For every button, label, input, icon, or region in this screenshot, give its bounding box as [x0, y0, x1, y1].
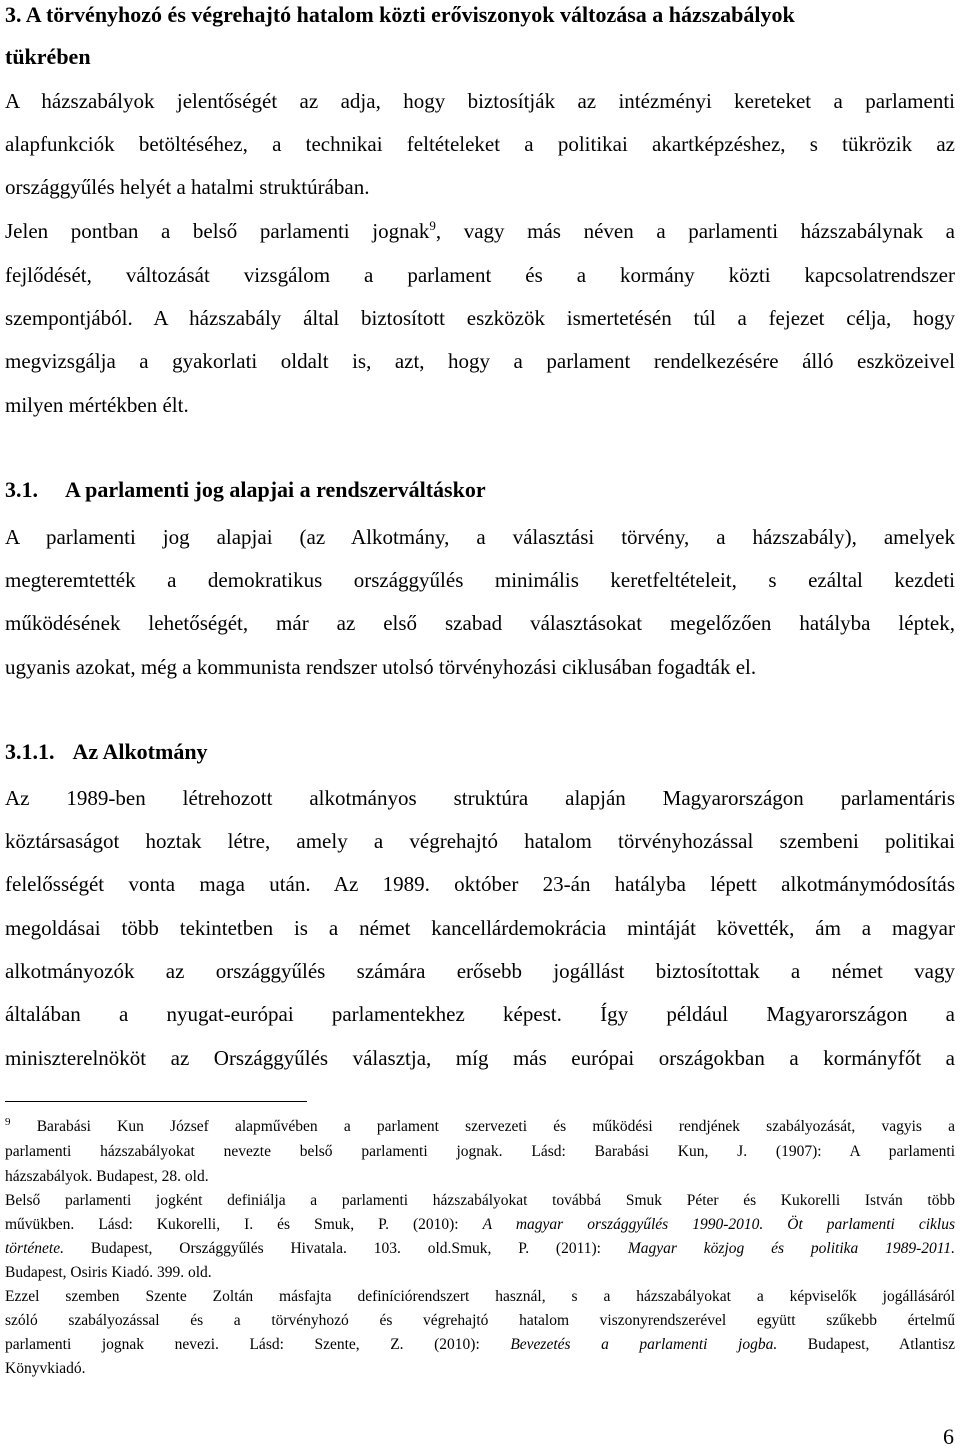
footnote-divider: [5, 1101, 307, 1102]
chapter-heading-cont: tükrében: [5, 44, 91, 69]
paragraph-line: alapfunkciók betöltéséhez, a technikai feltételeket a politikai akartképzéshez, s tükrözik az: [5, 132, 955, 156]
paragraph-line: általában a nyugat-európai parlamentekhez képest. Így például Magyarországon a: [5, 1002, 955, 1026]
footnote-line: parlamenti házszabályokat nevezte belső parlamenti jognak. Lásd: Barabási Kun, J. (1907): A parlamenti: [5, 1143, 955, 1160]
footnote-line: $^9$ Barabási Kun József alapművében a parlament szervezeti és működési rendjének szabályozását, vagyis a: [5, 1115, 956, 1135]
section-heading-3-1-1: 3.1.1. Az Alkotmány: [5, 739, 208, 764]
footnote-line: története. Budapest, Országgyűlés Hivatala. 103. old.Smuk, P. (2011): Magyar közjog és politika 1989-2011.: [5, 1240, 955, 1257]
chapter-heading: 3. A törvényhozó és végrehajtó hatalom közti erőviszonyok változása a házszabályok: [5, 2, 795, 27]
footnote-line: művükben. Lásd: Kukorelli, I. és Smuk, P. (2010): A magyar országgyűlés 1990-2010. Öt parlamenti ciklus: [5, 1216, 955, 1233]
section-heading-3-1: 3.1. A parlamenti jog alapjai a rendszerváltáskor: [5, 477, 486, 502]
paragraph-line: köztársaságot hoztak létre, amely a végrehajtó hatalom törvényhozással szembeni politikai: [5, 829, 955, 853]
paragraph-line: szempontjából. A házszabály által biztosított eszközök ismertetésén túl a fejezet célja, hogy: [5, 306, 955, 330]
footnote-line: parlamenti jognak nevezi. Lásd: Szente, Z. (2010): Bevezetés a parlamenti jogba. Budapest, Atlantisz: [5, 1336, 955, 1353]
footnote-marker: 9: [5, 1115, 11, 1128]
paragraph-line: országgyűlés helyét a hatalmi struktúrában.: [5, 175, 370, 199]
paragraph-line: megteremtették a demokratikus országgyűlés minimális keretfeltételeit, s ezáltal kezdeti: [5, 568, 955, 592]
footnote-ref[interactable]: 9: [429, 218, 436, 233]
paragraph-line: miniszterelnököt az Országgyűlés választja, míg más európai országokban a kormányfőt a: [5, 1046, 955, 1070]
footnote-line: szóló szabályozással és a törvényhozó és végrehajtó hatalom viszonyrendszerével együtt szűkebb értelmű: [5, 1312, 955, 1329]
paragraph-line: fejlődését, változását vizsgálom a parlament és a kormány közti kapcsolatrendszer: [5, 263, 955, 287]
paragraph-line: működésének lehetőségét, már az első szabad választásokat megelőzően hatályba léptek,: [5, 611, 955, 635]
paragraph-line: megoldásai több tekintetben is a német kancellárdemokrácia mintáját követték, ám a magyar: [5, 916, 955, 940]
paragraph-line: Az 1989-ben létrehozott alkotmányos struktúra alapján Magyarországon parlamentáris: [5, 786, 955, 810]
paragraph-line: ugyanis azokat, még a kommunista rendszer utolsó törvényhozási ciklusában fogadták el.: [5, 655, 757, 679]
paragraph-line: A parlamenti jog alapjai (az Alkotmány, a választási törvény, a házszabály), amelyek: [5, 525, 955, 549]
paragraph-line: alkotmányozók az országgyűlés számára erősebb jogállást biztosítottak a német vagy: [5, 959, 955, 983]
paragraph-line: A házszabályok jelentőségét az adja, hogy biztosítják az intézményi kereteket a parlamenti: [5, 89, 955, 113]
footnote-line: Ezzel szemben Szente Zoltán másfajta definíciórendszert használ, s a házszabályokat a képviselők jogállásáról: [5, 1288, 955, 1305]
footnote-line: házszabályok. Budapest, 28. old.: [5, 1168, 209, 1185]
paragraph-line: megvizsgálja a gyakorlati oldalt is, azt, hogy a parlament rendelkezésére álló eszközeivel: [5, 349, 955, 373]
page-number: 6: [943, 1424, 954, 1449]
footnote-line: Könyvkiadó.: [5, 1360, 86, 1377]
footnote-line: Belső parlamenti jogként definiálja a parlamenti házszabályokat továbbá Smuk Péter és Kukorelli István több: [5, 1192, 955, 1209]
paragraph-line: Jelen pontban a belső parlamenti jognak$^9$, vagy más néven a parlamenti házszabálynak a: [5, 218, 955, 243]
paragraph-line: milyen mértékben élt.: [5, 393, 189, 417]
footnote-line: Budapest, Osiris Kiadó. 399. old.: [5, 1264, 212, 1281]
paragraph-line: felelősségét vonta maga után. Az 1989. október 23-án hatályba lépett alkotmánymódosítás: [5, 872, 955, 896]
